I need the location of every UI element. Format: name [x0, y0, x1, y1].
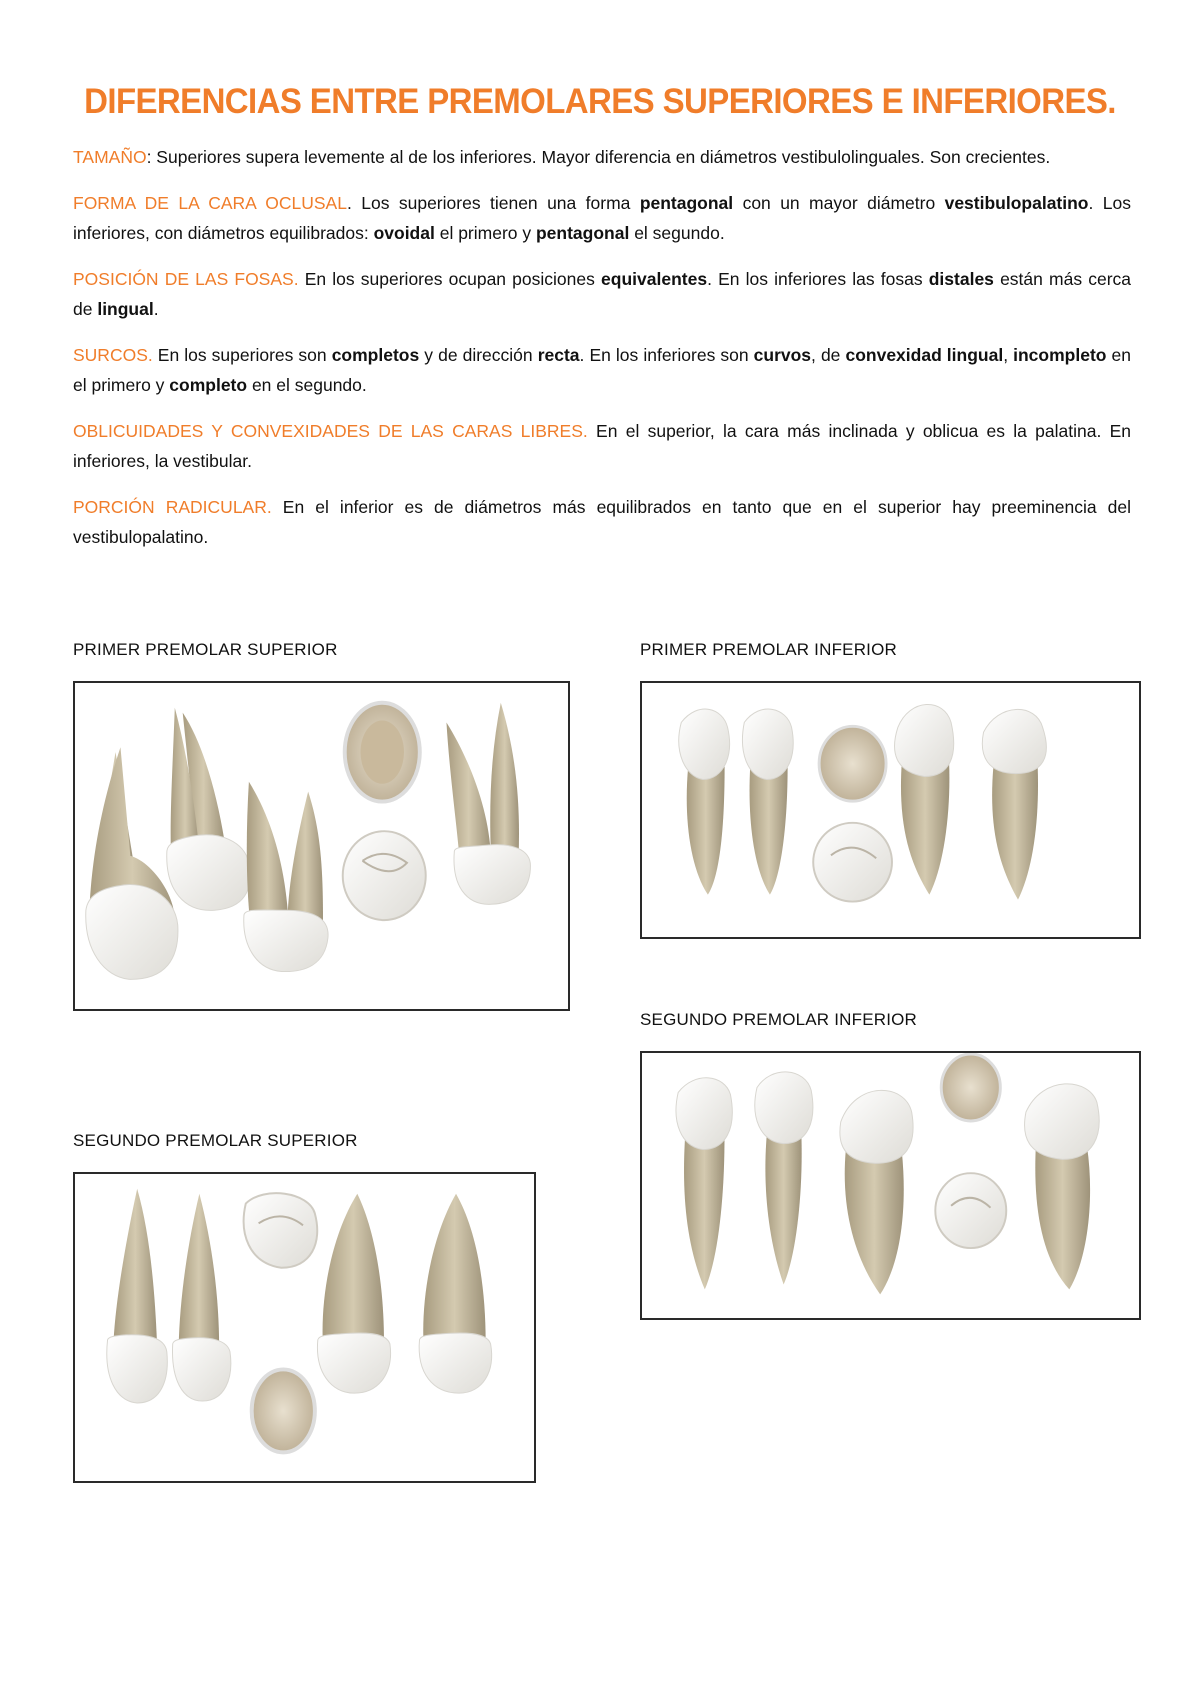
figure-segundo-premolar-superior: [73, 1172, 536, 1483]
paragraph-tamano: TAMAÑO: Superiores supera levemente al de los inferiores. Mayor diferencia en diámetros vestibulolinguales. Son crecientes.: [73, 147, 1051, 167]
heading-forma: FORMA DE LA CARA OCLUSAL: [73, 193, 347, 213]
heading-radicular: PORCIÓN RADICULAR.: [73, 497, 272, 517]
paragraph-forma: FORMA DE LA CARA OCLUSAL. Los superiores tienen una forma pentagonal con un mayor diámetro vestibulopalatino. Los inferiores, con diámetros equilibrados: ovoidal el primero y pentagonal el segundo.: [73, 193, 1131, 243]
teeth-illustration-segundo-superior: [75, 1174, 534, 1481]
caption-segundo-premolar-inferior: SEGUNDO PREMOLAR INFERIOR: [640, 1010, 918, 1029]
paragraph-radicular: PORCIÓN RADICULAR. En el inferior es de diámetros más equilibrados en tanto que en el superior hay preeminencia del vestibulopalatino.: [73, 497, 1131, 547]
figure-primer-premolar-superior: [73, 681, 570, 1011]
document-body: [73, 142, 1131, 568]
paragraph-oblicuidades: OBLICUIDADES Y CONVEXIDADES DE LAS CARAS LIBRES. En el superior, la cara más inclinada y oblicua es la palatina. En inferiores, la vestibular.: [73, 421, 1131, 471]
caption-primer-premolar-superior: PRIMER PREMOLAR SUPERIOR: [73, 640, 338, 659]
heading-tamano: TAMAÑO: [73, 147, 147, 167]
figure-primer-premolar-inferior: [640, 681, 1141, 939]
paragraph-surcos: SURCOS. En los superiores son completos y de dirección recta. En los inferiores son curvos, de convexidad lingual, incompleto en el primero y completo en el segundo.: [73, 345, 1131, 395]
teeth-illustration-segundo-inferior: [642, 1053, 1139, 1318]
paragraph-posicion: POSICIÓN DE LAS FOSAS. En los superiores ocupan posiciones equivalentes. En los inferiores las fosas distales están más cerca de lingual.: [73, 269, 1132, 319]
teeth-illustration-primer-superior: [75, 683, 568, 1009]
figure-segundo-premolar-inferior: [640, 1051, 1141, 1320]
heading-surcos: SURCOS.: [73, 345, 153, 365]
caption-primer-premolar-inferior: PRIMER PREMOLAR INFERIOR: [640, 640, 897, 659]
heading-posicion: POSICIÓN DE LAS FOSAS.: [73, 269, 299, 289]
page-title: DIFERENCIAS ENTRE PREMOLARES SUPERIORES E INFERIORES.: [84, 80, 1116, 121]
heading-oblicuidades: OBLICUIDADES Y CONVEXIDADES DE LAS CARAS LIBRES.: [73, 421, 588, 441]
caption-segundo-premolar-superior: SEGUNDO PREMOLAR SUPERIOR: [73, 1131, 358, 1150]
teeth-illustration-primer-inferior: [642, 683, 1139, 937]
